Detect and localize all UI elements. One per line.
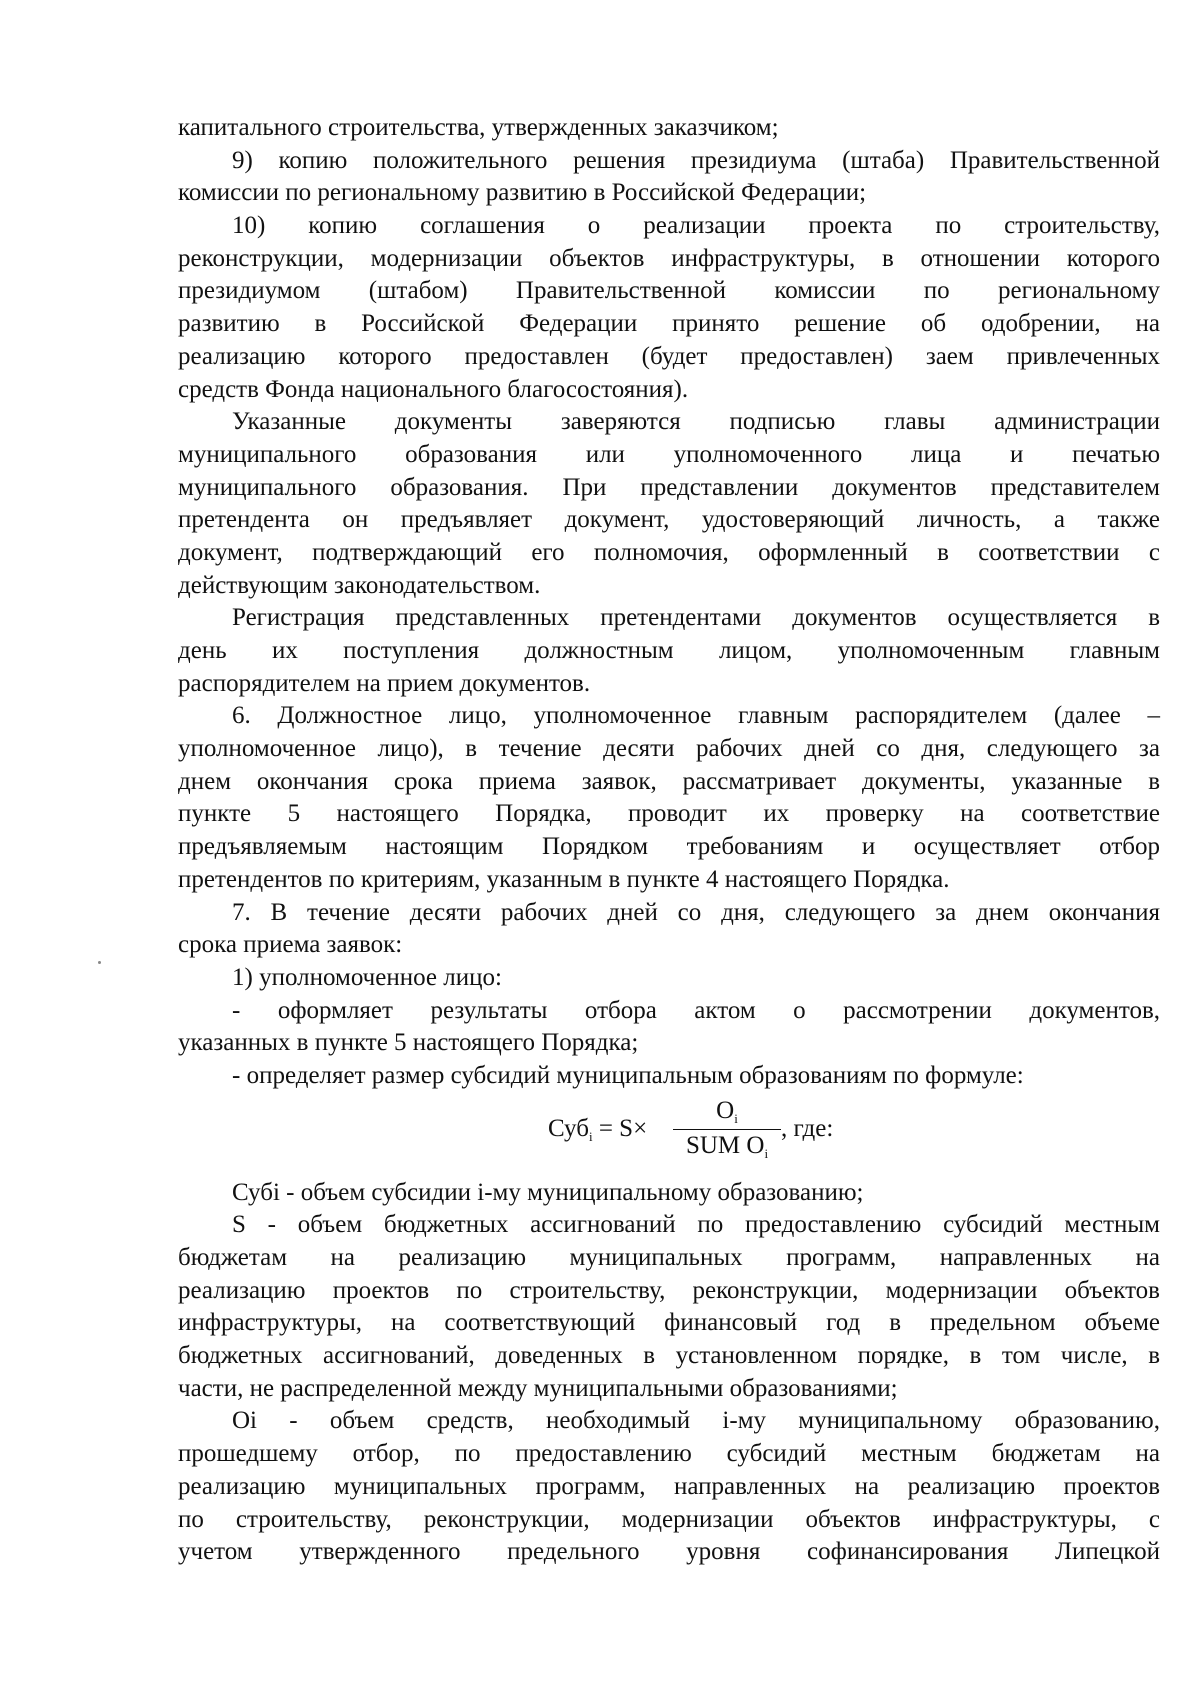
text-line: 9) копию положительного решения президиума (штаба) Правительственной: [232, 146, 1160, 174]
text-line: срока приема заявок:: [178, 931, 403, 959]
document-page: [178, 112, 1160, 1569]
text-line: Регистрация представленных претендентами документов осуществляется в: [232, 604, 1160, 632]
text-line: днем окончания срока приема заявок, рассматривает документы, указанные в: [178, 767, 1160, 795]
text-line: Oi - объем средств, необходимый i-му муниципальному образованию,: [232, 1407, 1160, 1435]
text-line: части, не распределенной между муниципальными образованиями;: [178, 1374, 898, 1402]
formula-lhs: Суб$_i$ = S×: [548, 1114, 648, 1144]
text-line: предъявляемым настоящим Порядком требованиям и осуществляет отбор: [178, 833, 1160, 861]
text-block-after-formula: [178, 1177, 1160, 1569]
text-line: бюджетам на реализацию муниципальных программ, направленных на: [178, 1244, 1160, 1271]
text-line: 1) уполномоченное лицо:: [232, 963, 502, 991]
text-line: муниципального образования или уполномоченного лица и печатью: [178, 440, 1160, 468]
text-line: претендента он предъявляет документ, удостоверяющий личность, а также: [178, 506, 1160, 534]
text-line: бюджетных ассигнований, доведенных в установленном порядке, в том числе, в: [178, 1342, 1160, 1370]
formula-tail: , где:: [781, 1114, 834, 1142]
text-block-before-formula: [178, 112, 1160, 1093]
text-line: действующим законодательством.: [178, 571, 541, 599]
text-line: капитального строительства, утвержденных заказчиком;: [178, 114, 779, 141]
text-line: 10) копию соглашения о реализации проекта по строительству,: [232, 212, 1160, 240]
text-line: средств Фонда национального благосостояния).: [178, 375, 689, 403]
formula-denominator: SUM $O_i$: [685, 1131, 769, 1161]
scan-speck: [98, 961, 101, 964]
text-line: пункте 5 настоящего Порядка, проводит их проверку на соответствие: [178, 800, 1160, 828]
formula-fraction: [673, 1095, 781, 1162]
formula-numerator: $O_i$: [673, 1095, 781, 1130]
text-line: претендентов по критериям, указанным в пункте 4 настоящего Порядка.: [178, 865, 950, 893]
text-line: президиумом (штабом) Правительственной комиссии по региональному: [178, 277, 1160, 305]
text-line: Субi - объем субсидии i-му муниципальному образованию;: [232, 1178, 864, 1206]
text-line: реконструкции, модернизации объектов инфраструктуры, в отношении которого: [178, 244, 1160, 272]
text-line: инфраструктуры, на соответствующий финансовый год в предельном объеме: [178, 1309, 1160, 1337]
text-line: указанных в пункте 5 настоящего Порядка;: [178, 1029, 639, 1057]
text-line: реализацию муниципальных программ, направленных на реализацию проектов: [178, 1472, 1160, 1500]
text-line: учетом утвержденного предельного уровня софинансирования Липецкой: [178, 1538, 1160, 1566]
text-line: распорядителем на прием документов.: [178, 669, 591, 697]
text-line: реализацию проектов по строительству, реконструкции, модернизации объектов: [178, 1276, 1160, 1304]
text-line: Указанные документы заверяются подписью главы администрации: [232, 408, 1160, 436]
text-line: - определяет размер субсидий муниципальным образованиям по формуле:: [232, 1061, 1024, 1089]
text-line: - оформляет результаты отбора актом о рассмотрении документов,: [232, 996, 1160, 1024]
text-line: комиссии по региональному развитию в Российской Федерации;: [178, 179, 867, 207]
text-line: 6. Должностное лицо, уполномоченное главным распорядителем (далее –: [232, 702, 1160, 730]
text-line: 7. В течение десяти рабочих дней со дня, следующего за днем окончания: [232, 898, 1160, 926]
text-line: муниципального образования. При представлении документов представителем: [178, 473, 1160, 501]
text-line: развитию в Российской Федерации принято решение об одобрении, на: [178, 310, 1160, 338]
subsidy-formula: [178, 1095, 1160, 1171]
text-line: прошедшему отбор, по предоставлению субсидий местным бюджетам на: [178, 1440, 1160, 1468]
text-line: документ, подтверждающий его полномочия, оформленный в соответствии с: [178, 538, 1160, 566]
text-line: уполномоченное лицо), в течение десяти рабочих дней со дня, следующего за: [178, 735, 1160, 763]
text-line: по строительству, реконструкции, модернизации объектов инфраструктуры, с: [178, 1505, 1160, 1533]
text-line: реализацию которого предоставлен (будет предоставлен) заем привлеченных: [178, 342, 1160, 370]
text-line: день их поступления должностным лицом, уполномоченным главным: [178, 637, 1160, 664]
text-line: S - объем бюджетных ассигнований по предоставлению субсидий местным: [232, 1211, 1160, 1239]
